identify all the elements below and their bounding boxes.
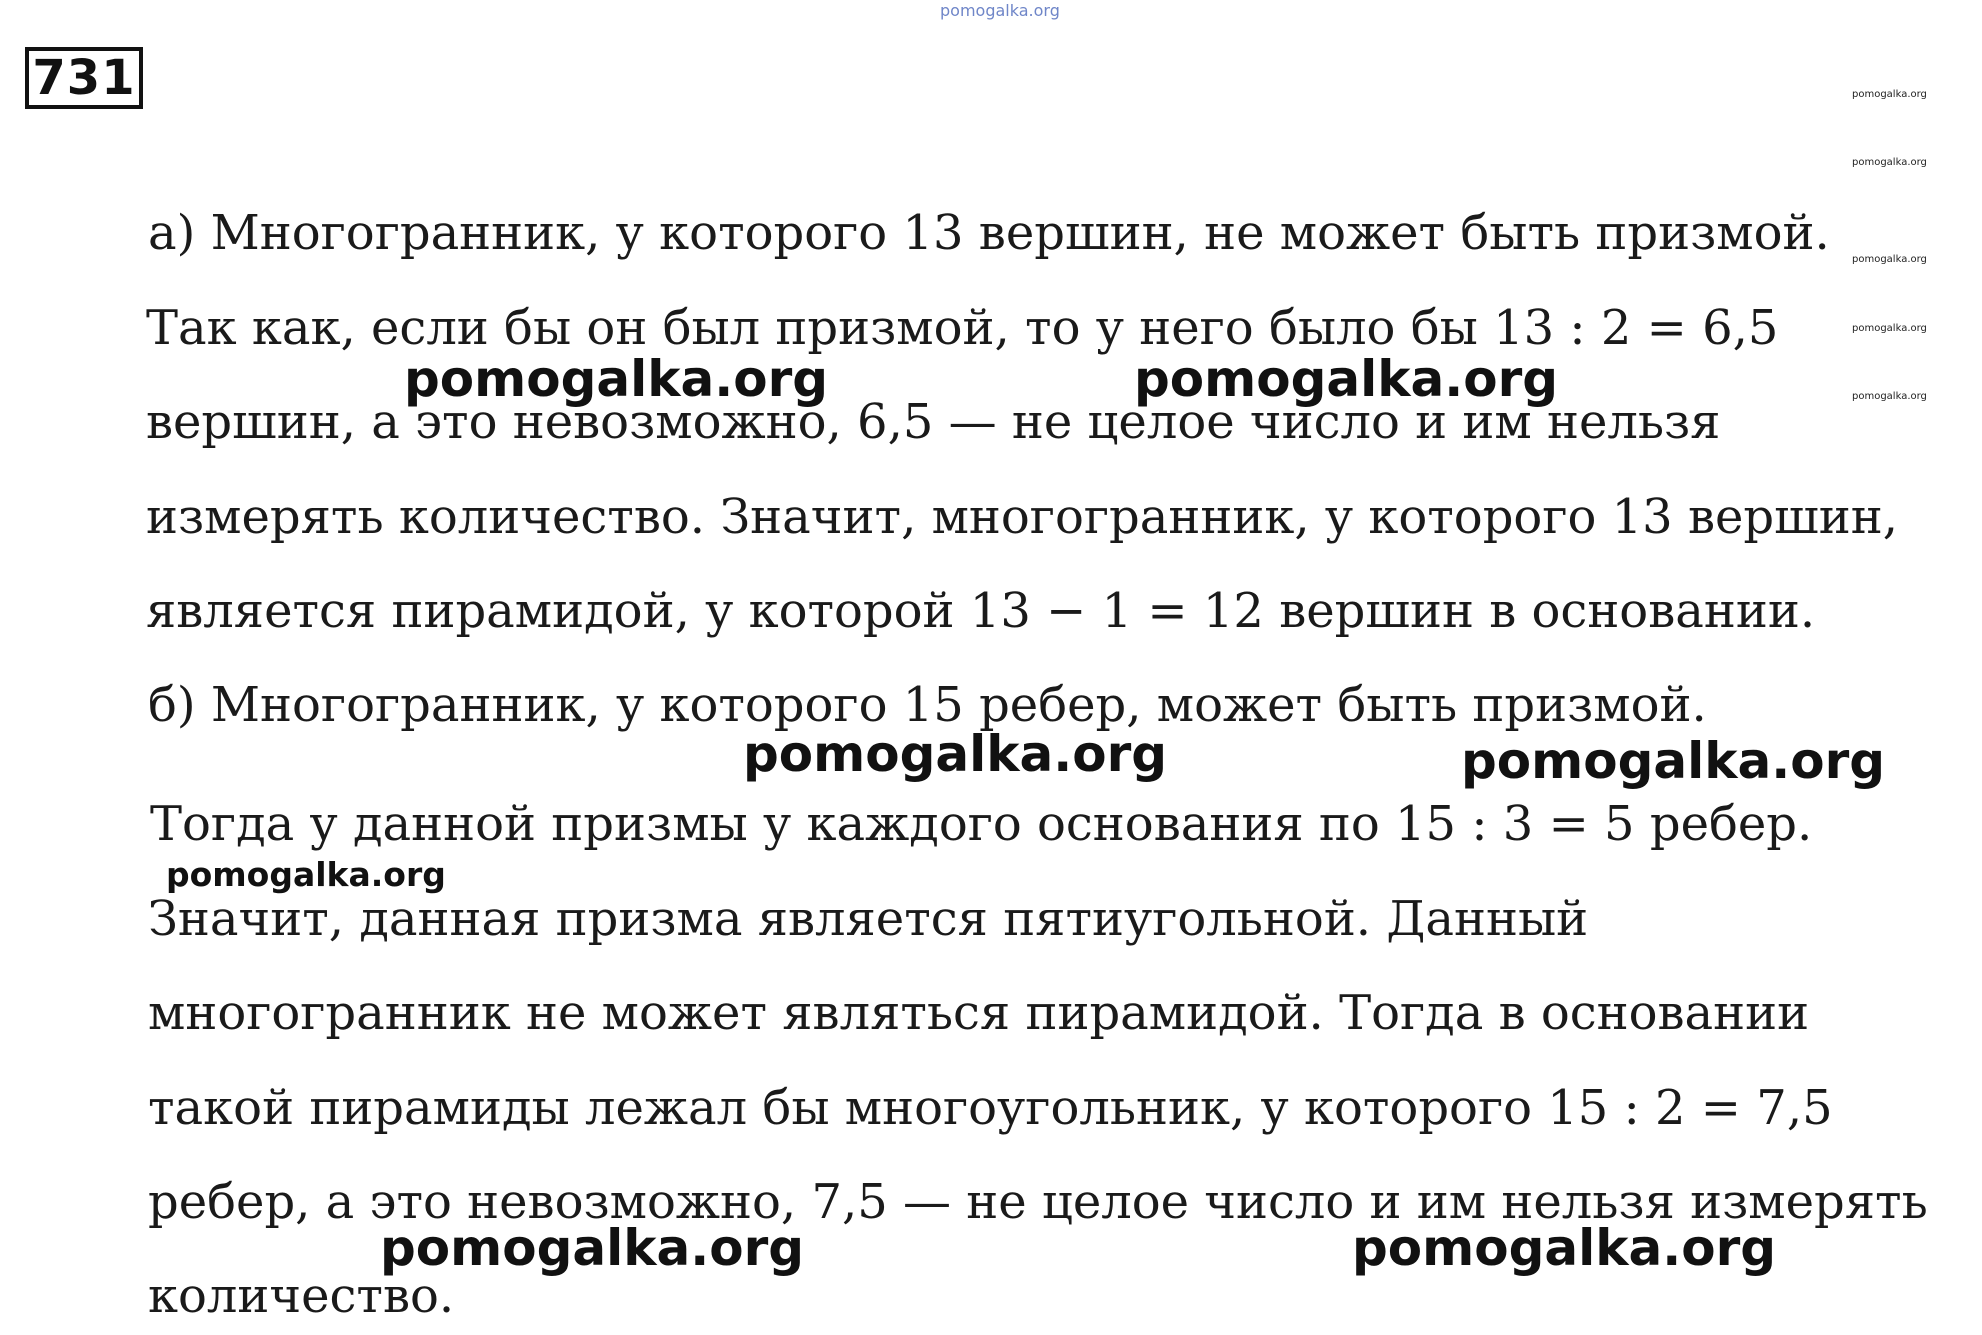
watermark-top: pomogalka.org <box>940 1 1060 20</box>
watermark-small-2: pomogalka.org <box>1852 157 1927 168</box>
text-line-12: количество. <box>148 1268 455 1324</box>
text-line-8: Значит, данная призма является пятиугольной. Данный <box>148 891 1589 947</box>
text-line-9: многогранник не может являться пирамидой. Тогда в основании <box>148 985 1810 1041</box>
text-line-5: является пирамидой, у которой 13 − 1 = 12 вершин в основании. <box>146 583 1816 639</box>
watermark-small-4: pomogalka.org <box>1852 323 1927 334</box>
problem-number: 731 <box>25 47 143 109</box>
watermark-large-4: pomogalka.org <box>1461 732 1886 790</box>
text-line-6: б) Многогранник, у которого 15 ребер, может быть призмой. <box>148 677 1707 733</box>
text-line-2: Так как, если бы он был призмой, то у него было бы 13 : 2 = 6,5 <box>146 300 1779 356</box>
watermark-large-5: pomogalka.org <box>380 1219 805 1277</box>
watermark-large-1: pomogalka.org <box>404 350 829 408</box>
watermark-large-2: pomogalka.org <box>1134 350 1559 408</box>
text-line-7: Тогда у данной призмы у каждого основания по 15 : 3 = 5 ребер. <box>150 796 1813 852</box>
watermark-medium-1: pomogalka.org <box>166 855 446 894</box>
text-line-11: ребер, а это невозможно, 7,5 — не целое число и им нельзя измерять <box>148 1174 1928 1230</box>
text-line-10: такой пирамиды лежал бы многоугольник, у которого 15 : 2 = 7,5 <box>148 1080 1833 1136</box>
watermark-small-1: pomogalka.org <box>1852 89 1927 100</box>
watermark-small-3: pomogalka.org <box>1852 254 1927 265</box>
watermark-large-6: pomogalka.org <box>1352 1219 1777 1277</box>
watermark-large-3: pomogalka.org <box>743 725 1168 783</box>
text-line-1: а) Многогранник, у которого 13 вершин, не может быть призмой. <box>148 205 1830 261</box>
watermark-small-5: pomogalka.org <box>1852 391 1927 402</box>
text-line-4: измерять количество. Значит, многогранник, у которого 13 вершин, <box>146 489 1898 545</box>
text-line-3: вершин, а это невозможно, 6,5 — не целое число и им нельзя <box>146 394 1721 450</box>
